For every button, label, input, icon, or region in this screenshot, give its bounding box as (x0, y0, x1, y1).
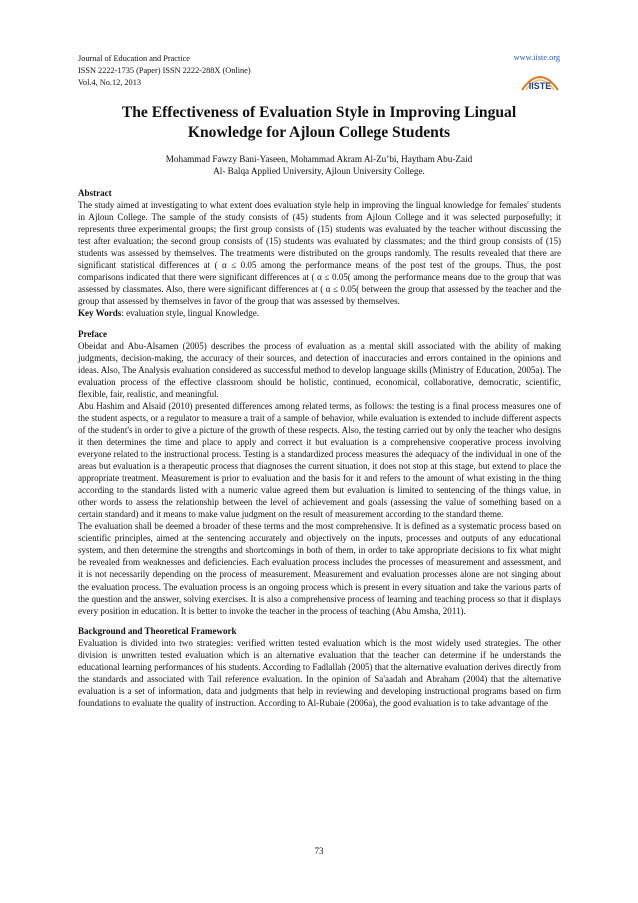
keywords-text: : evaluation style, lingual Knowledge. (121, 308, 260, 319)
logo-text: IISTE (528, 81, 552, 91)
paper-body (78, 187, 561, 709)
title-line-2: Knowledge for Ajloun College Students (187, 124, 451, 141)
preface-heading: Preface (78, 328, 107, 339)
affiliation: Al- Balqa Applied University, Ajloun University College. (213, 166, 425, 176)
iiste-logo-icon (518, 64, 562, 94)
background-heading: Background and Theoretical Framework (78, 625, 237, 636)
title-line-1: The Effectiveness of Evaluation Style in Improving Lingual (121, 104, 517, 121)
abstract-text: The study aimed at investigating to what extent does evaluation style help in improving the lingual knowledge for females' students in Ajloun College. The sample of the study consists of (45) students from Ajloun College and it was selected purposefully; it represents three experimental groups; the first group consists of (15) students was evaluated by the teacher without discussing the test after evaluation; the second group consists of (15) students was evaluated by classmates; and the third group consists of (15) students was assessed by themselves. The treatments were distributed on the groups randomly. The results revealed that there are significant statistical differences at ( α ≤ 0.05 among the performance means of the post test of the groups. Thus, the post comparisons indicated that there were significant differences at ( α ≤ 0.05( among the performance means due to the group that was assessed by classmates. Also, there were significant differences at ( α ≤ 0.05( between the group that assessed by the teacher and the group that assessed by themselves in favor of the group that was assessed by themselves. (78, 200, 561, 307)
page-number: 73 (314, 846, 324, 856)
preface-paragraph-3: The evaluation shall be deemed a broader of these terms and the most comprehensive. It is defined as a systematic process based on scientific principles, aimed at the sentencing accurately and objectively on the inputs, processes and outputs of any educational system, and then determine the strengths and shortcomings in both of them, in order to take appropriate decisions to fix what might be revealed from weaknesses and deficiencies. Each evaluation process includes the processes of measurement and assessment, and it is not necessarily depending on the process of measurement. Measurement and evaluation processes alone are not singing about the evaluation process. The evaluation process is an ongoing process which is present in every situation and take the various parts of the question and the answer, solving exercises. It is also a comprehensive process of learning and teaching process so that it displays every position in education. It is better to invoke the teacher in the process of teaching (Abu Amsha, 2011). (78, 521, 561, 616)
abstract-heading: Abstract (78, 188, 112, 198)
preface-paragraph-1: Obeidat and Abu-Alsamen (2005) describes the process of evaluation as a mental skill associated with the ability of making judgments, decision-making, the accuracy of their sources, and detection of inaccuracies and errors contained in the opinions and ideas. Also, The Analysis evaluation considered as successful method to develop language skills (Ministry of Education, 2005a). The evaluation process of the effective classroom should be holistic, continued, economical, collaborative, democratic, scientific, flexible, fair, realistic, and meaningful. (78, 340, 561, 399)
keywords (78, 307, 561, 319)
paper-title (78, 103, 560, 143)
author-block (78, 153, 560, 177)
issn-line: ISSN 2222-1735 (Paper) ISSN 2222-288X (Online) (78, 66, 251, 75)
background-paragraph-1: Evaluation is divided into two strategies: verified written tested evaluation which is the most widely used strategies. The other division is unwritten tested evaluation which is an alternative evaluation that the teacher can determine if he understands the educational learning performances of his students. According to Fadlallah (2005) that the alternative evaluation derives directly from the standards and associated with Tail reference evaluation. In the opinion of Sa'aadah and Abraham (2004) that the alternative evaluation is a set of information, data and judgments that help in reviewing and developing instructional programs based on firm foundations to evaluate the quality of instruction. According to Al-Rubaie (2006a), the good evaluation is to take advantage of the (78, 637, 561, 708)
journal-name: Journal of Education and Practice (78, 54, 190, 63)
keywords-label: Key Words (78, 308, 122, 319)
authors: Mohammad Fawzy Bani-Yaseen, Mohammad Akram Al-Zu’bi, Haytham Abu-Zaid (165, 154, 473, 164)
volume-line: Vol.4, No.12, 2013 (78, 78, 141, 87)
preface-paragraph-2: Abu Hashim and Alsaid (2010) presented differences among related terms, as follows: the testing is a final process measures one of the student aspects, or a regulator to measure a trait of a sample of behavior, while evaluation is extended to include different aspects of the student's in order to give a picture of the growth of these respects. Also, the testing carried out by only the teacher who designs it then determines the time and place to apply and correct it but evaluation is a comprehensive cooperative process involving everyone related to the instructional process. Testing is a standardized process measures the adequacy of the individual in one of the areas but evaluation is a therapeutic process that diagnoses the current situation, it does not stop at this stage, but extend to place the appropriate treatment. Measurement is prior to evaluation and the basis for it and refers to the amount of what existing in the thing according to the standards listed with a numeric value agreed them but evaluation is limited to sentencing of the things value, in other words to assess the relationship between the level of achievement and goals (assessing the value of something based on a certain standard) and it means to make value judgment on the result of measurement according to the standard theme. (78, 400, 561, 520)
website-link[interactable]: www.iiste.org (513, 53, 560, 62)
